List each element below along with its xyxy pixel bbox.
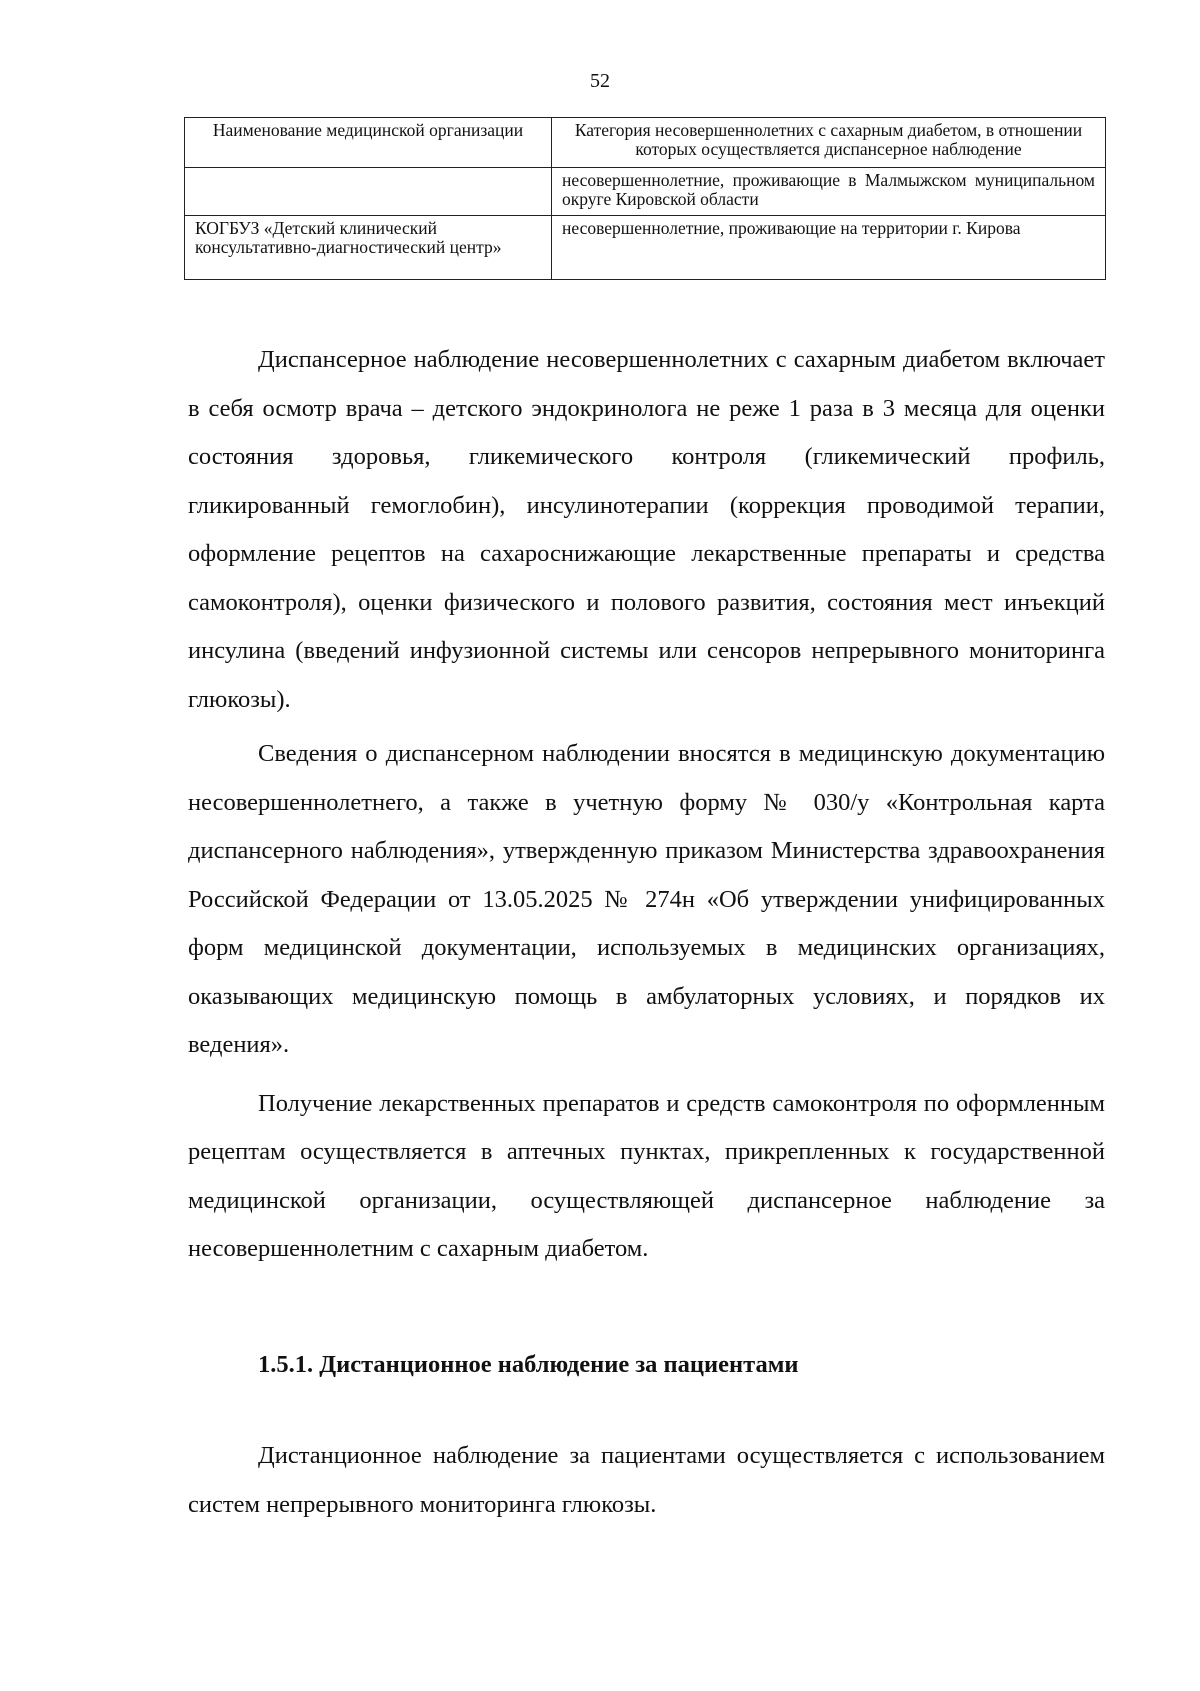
table-header-category: Категория несовершеннолетних с сахарным диабетом, в отношении которых осуществляется диспансерное наблюдение [552, 118, 1106, 168]
paragraph-remote-monitoring: Дистанционное наблюдение за пациентами осуществляется с использованием систем непрерывного мониторинга глюкозы. [188, 1442, 1105, 1518]
table-cell-category: несовершеннолетние, проживающие на территории г. Кирова [552, 216, 1106, 280]
table-cell-organization [185, 168, 552, 216]
medical-organizations-table [184, 117, 1106, 280]
paragraph-dispensary-observation: Диспансерное наблюдение несовершеннолетних с сахарным диабетом включает в себя осмотр врача – детского эндокринолога не реже 1 раза в 3 месяца для оценки состояния здоровья, гликемического контроля (гликемический профиль, гликированный гемоглобин), инсулинотерапии (коррекция проводимой терапии, оформление рецептов на сахароснижающие лекарственные препараты и средства самоконтроля), оценки физического и полового развития, состояния мест инъекций инсулина (введений инфузионной системы или сенсоров непрерывного мониторинга глюкозы). [188, 346, 1105, 713]
table-cell-category: несовершеннолетние, проживающие в Малмыжском муниципальном округе Кировской области [552, 168, 1106, 216]
table-header-row [185, 118, 1106, 168]
page-number: 52 [590, 70, 610, 92]
table-cell-organization: КОГБУЗ «Детский клинический консультативно-диагностический центр» [185, 216, 552, 280]
table-row [185, 168, 1106, 216]
section-heading: 1.5.1. Дистанционное наблюдение за пациентами [258, 1351, 799, 1378]
paragraph-medication-supply: Получение лекарственных препаратов и средств самоконтроля по оформленным рецептам осуществляется в аптечных пунктах, прикрепленных к государственной медицинской организации, осуществляющей диспансерное наблюдение за несовершеннолетним с сахарным диабетом. [188, 1089, 1105, 1262]
body-text [188, 336, 1105, 1274]
paragraph-records: Сведения о диспансерном наблюдении вносятся в медицинскую документацию несовершеннолетнего, а также в учетную форму № 030/у «Контрольная карта диспансерного наблюдения», утвержденную приказом Министерства здравоохранения Российской Федерации от 13.05.2025 № 274н «Об утверждении унифицированных форм медицинской документации, используемых в медицинских организациях, оказывающих медицинскую помощь в амбулаторных условиях, и порядков их ведения». [188, 740, 1105, 1058]
table-row [185, 216, 1106, 280]
table-header-organization: Наименование медицинской организации [185, 118, 552, 168]
section-text [188, 1432, 1105, 1529]
